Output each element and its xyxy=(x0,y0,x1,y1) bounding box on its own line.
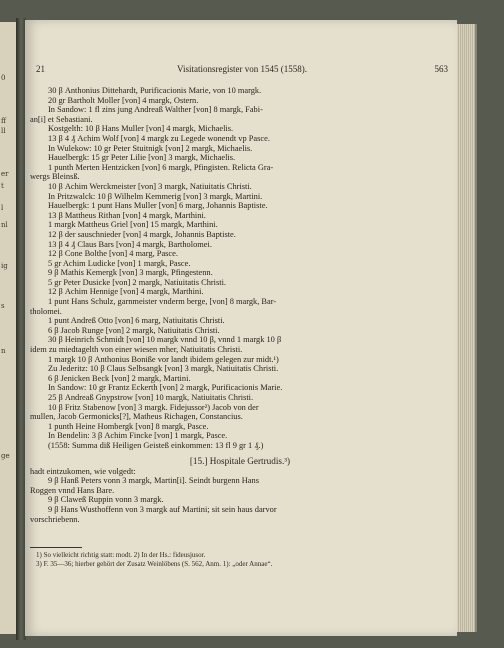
text-line: In Sandow: 10 gr Frantz Eckerth [von] 2 margk, Purificacionis Marie. xyxy=(48,383,283,393)
running-title: Visitationsregister von 1545 (1558). xyxy=(177,64,307,74)
footnote: 1) So vielleicht richtig statt: modt. 2) In der Hs.: fideusjusor. xyxy=(36,551,206,559)
text-line: In Bendelin: 3 β Achim Fincke [von] 1 margk, Pasce. xyxy=(48,431,228,441)
text-line: 13 β Mattheus Rithan [von] 4 margk, Marthini. xyxy=(48,210,206,220)
text-line: mullen, Jacob Germonicks[?], Matheus Richagen, Constancius. xyxy=(30,412,243,422)
left-margin-mark: ff xyxy=(1,117,6,125)
text-line: 5 gr Peter Dusicke [von] 2 margk, Natiuitatis Christi. xyxy=(48,277,227,287)
text-line: In Sandow: 1 fl zins jung Andreaß Walther [von] 8 margk, Fabi- xyxy=(48,105,263,115)
previous-page-edge xyxy=(0,22,17,634)
text-line: vorschriebenn. xyxy=(30,514,80,524)
text-line: 13 β 4 ₰ Achim Wolf [von] 4 margk zu Legede wonendt vp Pasce. xyxy=(48,133,270,143)
text-line: Roggen vnnd Hans Bare. xyxy=(30,485,115,495)
page-edges xyxy=(457,24,477,632)
text-line: 9 β Hans Wusthoffenn von 3 margk auf Martini; sit sein haus darvor xyxy=(48,504,277,514)
text-line: In Wulekow: 10 gr Peter Stuitnigk [von] 2 margk, Michaelis. xyxy=(48,143,253,153)
text-line: 12 β Cone Bolthe [von] 4 marg, Pasce. xyxy=(48,249,178,259)
page-number: 563 xyxy=(434,64,448,74)
text-line: 6 β Jacob Runge [von] 2 margk, Natiuitatis Christi. xyxy=(48,325,220,335)
text-line: (1558: Summa diß Heiligen Geisteß einkommen: 13 fl 9 gr 1 ₰.) xyxy=(48,440,264,450)
left-margin-mark: ll xyxy=(1,127,6,135)
text-line: hadt eintzukomen, wie volgedt: xyxy=(30,466,136,476)
section-heading: [15.] Hospitale Gertrudis.³) xyxy=(189,455,291,466)
text-line: an[i] et Sebastiani. xyxy=(30,114,93,124)
left-margin-mark: n xyxy=(1,347,6,355)
left-page-number: 21 xyxy=(36,64,45,74)
text-line: 30 β Heinrich Schmidt [von] 10 margk vnnd 10 β, vnnd 1 margk 10 β xyxy=(48,335,282,345)
text-line: 6 β Jenicken Beck [von] 2 margk, Martini. xyxy=(48,373,191,383)
text-line: 10 β Fritz Stabenow [von] 3 margk. Fidejussor²) Jacob von der xyxy=(48,402,259,412)
text-line: 9 β Claweß Ruppin vonn 3 margk. xyxy=(48,495,164,505)
text-line: 13 β 4 ₰ Claus Bars [von] 4 margk, Bartholomei. xyxy=(48,239,212,249)
text-line: 1 margk Mattheus Griel [von] 15 margk, Marthini. xyxy=(48,220,218,230)
text-line: 9 β Hanß Peters vonn 3 margk, Martin[i]. Seindt burgenn Hans xyxy=(48,476,259,486)
footnotes xyxy=(36,551,448,569)
text-line: 30 β Anthonius Dittehardt, Purificacionis Marie, von 10 margk. xyxy=(48,86,262,95)
text-line: 1 margk 10 β Anthonius Boniße vor landt ibidem gelegen zur midt.¹) xyxy=(48,354,279,364)
left-margin-mark: nl xyxy=(1,221,8,229)
text-line: Zu Jederitz: 10 β Claus Selbsangk [von] 3 margk, Natiuitatis Christi. xyxy=(48,364,279,374)
text-line: Kostgelth: 10 β Hans Muller [von] 4 margk, Michaelis. xyxy=(48,124,234,134)
footnote-rule xyxy=(30,547,82,548)
left-margin-mark: ge xyxy=(1,452,10,460)
text-line: Hauelbergk: 15 gr Peter Lilie [von] 3 margk, Michaelis. xyxy=(48,153,236,163)
left-margin-mark: ig xyxy=(1,262,8,270)
left-margin-mark: s xyxy=(1,302,5,310)
text-line: 1 punt Hans Schulz, garnmeister vnderm berge, [von] 8 margk, Bar- xyxy=(48,297,277,307)
text-line: 25 β Andreaß Gnypstrow [von] 10 margk, Natiuitatis Christi. xyxy=(48,393,254,402)
page-header xyxy=(36,64,448,76)
text-line: In Pritzwalck: 10 β Wilhelm Kemmerig [von] 3 margk, Martini. xyxy=(48,191,263,201)
text-line: tholomei. xyxy=(30,306,62,316)
left-margin-mark: l xyxy=(1,204,4,212)
text-line: 1 punt Andreß Otto [von] 6 marg, Natiuitatis Christi. xyxy=(48,316,225,326)
text-line: 9 β Mathis Kemergk [von] 3 margk, Pfingestenn. xyxy=(48,268,213,278)
text-line: 1 punth Heine Hombergk [von] 8 margk, Pasce. xyxy=(48,421,209,431)
text-line: 12 β Achim Hennige [von] 4 margk, Marthini. xyxy=(48,287,204,297)
left-margin-mark: t xyxy=(1,182,4,190)
text-line: idem zu miedtagelth von einer wiesen mher, Natiuitatis Christi. xyxy=(30,345,243,355)
text-line: wergs Bleinsß. xyxy=(30,172,80,182)
text-line: 1 punth Merten Hentzicken [von] 6 margk, Pfingisten. Relicta Gra- xyxy=(48,162,274,172)
text-line: 10 β Achim Werckmeister [von] 3 margk, Natiuitatis Christi. xyxy=(48,181,252,191)
text-line: Hauelbergk: 1 punt Hans Muller [von] 6 marg, Johannis Baptiste. xyxy=(48,201,268,211)
page-body xyxy=(30,86,450,524)
footnote: 3) F. 35—36; hierber gehört der Zusatz Weinlöbens (S. 562, Anm. 1): „oder Annae“. xyxy=(36,560,273,568)
left-margin-mark: er xyxy=(1,170,9,178)
text-line: 5 gr Achim Ludicke [von] 1 margk, Pasce. xyxy=(48,258,191,268)
text-line: 12 β der sauschnieder [von] 4 margk, Johannis Baptiste. xyxy=(48,229,236,239)
left-margin-mark: 0 xyxy=(1,74,6,82)
text-line: 20 gr Bartholt Moller [von] 4 margk, Ostern. xyxy=(48,95,199,105)
